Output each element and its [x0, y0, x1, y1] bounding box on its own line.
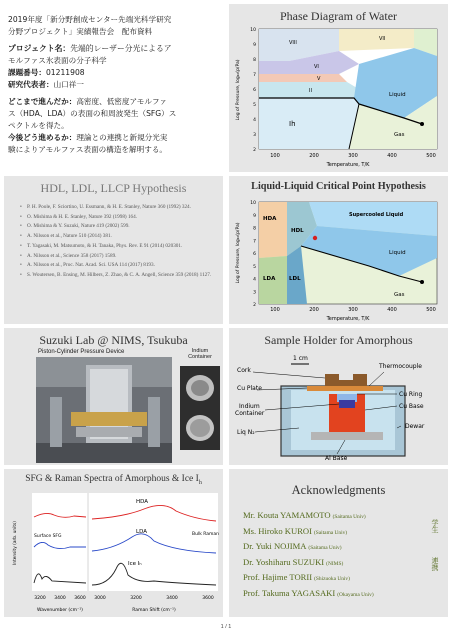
ack-panel	[229, 469, 448, 617]
holder-title: Sample Holder for Amorphous	[264, 333, 413, 347]
holder-diagram	[229, 348, 448, 463]
spectra-title	[4, 474, 223, 486]
region-v	[259, 74, 347, 82]
ack-affiliation: (Saitama Univ)	[308, 545, 342, 552]
label-ice-spectrum: Ice Iₕ	[128, 561, 142, 567]
tick-label: 9	[253, 43, 256, 48]
label-supercooled: Supercooled Liquid	[349, 212, 404, 218]
tick-label: 300	[348, 307, 358, 313]
ack-person	[243, 510, 448, 520]
label-indium: Indium	[239, 403, 260, 410]
header-line-1: 2019年度「新分野創成センター先端光科学研究	[8, 15, 172, 24]
progress-text-3: ペクトルを得た。	[8, 121, 69, 130]
tick-label: 3	[253, 133, 256, 138]
tick-label: 3400	[54, 596, 66, 601]
lab-title: Suzuki Lab @ NIMS, Tsukuba	[39, 333, 188, 347]
x-axis-label-left: Wavenumber (cm⁻¹)	[37, 608, 83, 613]
ack-person	[243, 541, 448, 551]
indium-caption-line2: Container	[188, 354, 212, 360]
label-viii: VIII	[289, 40, 297, 46]
llcp-chart	[229, 196, 448, 324]
tick-label: 7	[253, 73, 256, 78]
tick-label: 200	[309, 307, 319, 313]
scale-label: 1 cm	[293, 355, 308, 362]
reference-item: • S. Woutersen, B. Ensing, M. Hilbers, Z. Zhao, & C. A. Angell, Science 359 (2018) 1127.	[18, 272, 217, 279]
tick-label: 3	[253, 290, 256, 296]
label-hdl: HDL	[291, 228, 304, 234]
tick-label: 7	[253, 239, 256, 245]
tick-label: 2	[253, 148, 256, 153]
ack-name: Ms. Hiroko KUROI	[243, 525, 312, 536]
tick-label: 3600	[202, 596, 214, 601]
ack-person	[243, 557, 448, 567]
left-tick-labels	[34, 595, 86, 601]
tick-label: 2	[253, 303, 256, 308]
y-axis-label: Log of Pressure, log₁₀(p/Pa)	[236, 222, 241, 284]
ack-affiliation: (Okayama Univ)	[337, 591, 374, 598]
tick-label: 3600	[74, 596, 86, 601]
x-tick-labels	[270, 153, 436, 159]
label-lda-spectrum: LDA	[136, 529, 147, 535]
reference-item: • T. Yagasaki, M. Matsumoto, & H. Tanaka, Phys. Rev. E 91 (2014) 020301.	[18, 243, 217, 250]
cu-plate-shape	[307, 386, 383, 391]
llcp-panel	[229, 176, 448, 324]
tick-label: 6	[253, 252, 256, 257]
tick-label: 8	[253, 226, 256, 232]
phase-diagram-panel	[229, 4, 448, 172]
pressure-device-photo	[36, 357, 172, 463]
label-vii: VII	[379, 36, 386, 42]
label-liquid-2: Liquid	[389, 250, 406, 256]
x-axis-label: Temperature, T/K	[326, 162, 370, 168]
label-cork: Cork	[237, 367, 251, 374]
reference-item: • A. Nilsson et al., Science 358 (2017) 1589.	[18, 253, 217, 260]
y-tick-labels	[250, 200, 256, 308]
y-tick-labels	[250, 27, 256, 153]
region-ih	[259, 98, 359, 149]
ack-person	[243, 526, 448, 536]
al-base-shape	[311, 432, 383, 440]
region-ii	[259, 82, 357, 98]
y-axis-label: Log of Pressure, log₁₀(p/Pa)	[236, 59, 241, 121]
representative: 山口祥一	[53, 80, 84, 89]
spectra-chart	[4, 489, 223, 615]
project-name-2: モルファス氷表面の分子科学	[8, 56, 107, 65]
tick-label: 200	[309, 153, 319, 159]
project-name: 先端的レーザー分光によるア	[70, 44, 172, 53]
label-ii: II	[309, 88, 312, 94]
ack-affiliation: (NIMS)	[326, 560, 344, 567]
hypothesis-panel	[4, 176, 223, 324]
reference-item: • O. Mishima & Y. Suzuki, Nature 419 (2002) 599.	[18, 223, 217, 230]
number-label: 課題番号：	[8, 68, 46, 77]
tick-label: 3400	[166, 596, 178, 601]
indium-caption	[180, 348, 220, 360]
tick-label: 9	[253, 213, 256, 219]
label-cu-plate: Cu Plate	[237, 385, 262, 392]
ack-affiliation: (Saitama Univ)	[332, 514, 366, 520]
spectra-title-sub: h	[198, 479, 202, 486]
indium-container-shape	[339, 400, 355, 408]
lab-panel	[4, 328, 223, 465]
ack-name: Mr. Kouta YAMAMOTO	[243, 510, 331, 520]
tick-label: 300	[348, 153, 358, 159]
label-ldl: LDL	[289, 276, 301, 282]
label-dewar: Dewar	[405, 423, 425, 430]
tick-label: 5	[253, 264, 256, 270]
holder-panel	[229, 328, 448, 465]
label-vi: VI	[314, 64, 319, 70]
region-hda	[259, 202, 287, 258]
tick-label: 500	[426, 307, 436, 313]
reference-item: • O. Mishima & H. E. Stanley, Nature 392 (1998) 164.	[18, 214, 217, 221]
label-cu-base: Cu Base	[399, 403, 424, 410]
ack-name: Prof. Takuma YAGASAKI	[243, 587, 336, 598]
label-ih: Ih	[289, 120, 296, 128]
tick-label: 400	[387, 153, 397, 159]
x-tick-labels	[270, 307, 436, 313]
label-hda-spectrum: HDA	[136, 499, 149, 505]
label-thermocouple: Thermocouple	[379, 363, 422, 370]
future-label: 今後どう進めるか：	[8, 133, 77, 142]
side-label-collab: 連携	[431, 557, 439, 571]
spectra-title-main: SFG & Raman Spectra of Amorphous & Ice I	[25, 474, 199, 484]
label-gas-2: Gas	[394, 292, 405, 298]
tick-label: 4	[253, 118, 256, 123]
future-text: 理論との連携と新規分光実	[76, 133, 168, 142]
tick-label: 6	[253, 88, 256, 93]
indium-container-photo	[180, 366, 220, 450]
ack-affiliation: (Shizuoka Univ)	[314, 576, 350, 583]
header-line-2: 分野プロジェクト」実績報告会 配布資料	[8, 27, 153, 36]
tick-label: 3200	[130, 596, 142, 601]
ack-name: Dr. Yuki NOJIMA	[243, 541, 307, 552]
label-v: V	[317, 76, 321, 82]
label-lda: LDA	[263, 276, 276, 282]
project-label: プロジェクト名：	[8, 44, 71, 53]
label-bulk-raman: Bulk Raman	[192, 532, 220, 537]
tick-label: 10	[250, 28, 256, 33]
tick-label: 8	[253, 58, 256, 63]
hypothesis-title: HDL, LDL, LLCP Hypothesis	[40, 181, 187, 195]
tick-label: 400	[387, 307, 397, 313]
tick-label: 500	[426, 153, 436, 159]
reference-item: • A. Nilsson et al., Proc. Nat. Acad. Sci. USA 114 (2017) 8193.	[18, 262, 217, 269]
ack-affiliation: (Saitama Univ)	[314, 529, 348, 536]
ack-title: Acknowledgments	[291, 483, 386, 497]
label-cu-ring: Cu Ring	[399, 391, 423, 398]
indium-caption-line1: Indium	[191, 348, 209, 354]
label-al-base: Al Base	[325, 455, 348, 462]
label-container: Container	[235, 410, 265, 417]
right-tick-labels	[94, 595, 214, 601]
label-hda: HDA	[263, 216, 277, 222]
reference-item: • P. H. Poole, F. Sciortino, U. Essmann, & H. E. Stanley, Nature 360 (1992) 324.	[18, 204, 217, 211]
region-vii	[339, 29, 414, 51]
label-liq-n2: Liq N₂	[237, 429, 255, 436]
label-liquid: Liquid	[389, 92, 406, 98]
side-label-students: 学生	[431, 519, 439, 533]
tick-label: 4	[253, 277, 256, 283]
llcp-title: Liquid-Liquid Critical Point Hypothesis	[251, 181, 426, 192]
tick-label: 100	[270, 153, 280, 159]
device-caption: Piston-Cylinder Pressure Device	[38, 349, 125, 355]
header-block	[8, 14, 223, 164]
ack-person	[243, 572, 448, 582]
page-number: 1 / 1	[220, 624, 232, 630]
ack-list	[243, 510, 448, 598]
ack-name: Prof. Hajime TORII	[243, 572, 313, 583]
reference-list	[18, 204, 217, 279]
label-surface-sfg: Surface SFG	[34, 534, 62, 539]
progress-label: どこまで進んだか：	[8, 97, 77, 106]
progress-text: 高密度、低密度アモルファ	[76, 97, 168, 106]
tick-label: 5	[253, 103, 256, 108]
phase-diagram-title: Phase Diagram of Water	[279, 9, 398, 23]
future-text-2: 験によりアモルファス表面の構造を解明する。	[8, 145, 168, 154]
y-axis-label: Intensity (arb. units)	[13, 521, 18, 565]
project-number: 01211908	[45, 68, 85, 77]
reference-item: • A. Nilsson et al., Nature 510 (2014) 381.	[18, 233, 217, 240]
tick-label: 100	[270, 307, 280, 313]
x-axis-label-right: Raman Shift (cm⁻¹)	[132, 608, 176, 613]
tick-label: 10	[250, 201, 256, 206]
phase-diagram-chart	[229, 26, 448, 171]
ack-person	[243, 588, 448, 598]
label-gas: Gas	[394, 132, 405, 138]
spectra-panel	[4, 469, 223, 617]
critical-point-icon	[313, 236, 317, 240]
cork-shape	[325, 374, 367, 386]
ack-name: Dr. Yoshiharu SUZUKI	[243, 556, 325, 567]
progress-text-2: ス（HDA、LDA）の表面の和周波発生（SFG）ス	[8, 109, 177, 118]
tick-label: 3000	[94, 596, 106, 601]
x-axis-label: Temperature, T/K	[326, 316, 370, 322]
tick-label: 3200	[34, 596, 46, 601]
rep-label: 研究代表者：	[8, 80, 54, 89]
